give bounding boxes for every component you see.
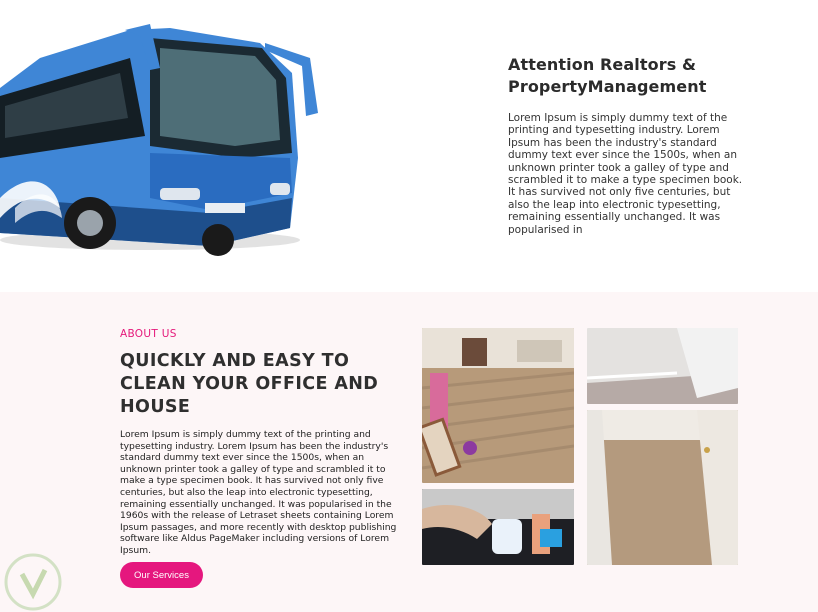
realtors-title: Attention Realtors & PropertyManagement (508, 55, 707, 96)
about-eyebrow: ABOUT US (120, 328, 177, 340)
watermark-logo (2, 552, 64, 612)
realtors-block (508, 54, 748, 236)
about-title: QUICKLY AND EASY TO CLEAN YOUR OFFICE AND HOUSE (120, 351, 379, 417)
carpet-corner-photo (587, 328, 738, 404)
carpet-hallway-photo (587, 410, 738, 565)
carpet-room-photo (422, 328, 574, 483)
realtors-text: Lorem Ipsum is simply dummy text of the printing and typesetting industry. Lorem Ipsum has been the industry's standard dummy text ever since the 1500s, when an unknown printer took a galley of type and scrambled it to make a type specimen book. It has survived not only five centuries, but also the leap into electronic typesetting, remaining essentially unchanged. It was popularised in (508, 112, 743, 236)
cleaning-spray-photo (422, 489, 574, 565)
about-text: Lorem Ipsum is simply dummy text of the printing and typesetting industry. Lorem Ipsum has been the industry's standard dummy text ever since the 1500s, when an unknown printer took a galley of type and scrambled it to make a type specimen book. It has survived not only five centuries, but also the leap into electronic typesetting, remaining essentially unchanged. It was popularised in the 1960s with the release of Letraset sheets containing Lorem Ipsum passages, and more recently with desktop publishing software like Aldus PageMaker including versions of Lorem Ipsum. (120, 429, 397, 556)
our-services-button[interactable]: Our Services (120, 562, 203, 588)
about-section (0, 292, 818, 612)
hero-section (0, 0, 818, 292)
bus-image (0, 18, 330, 258)
about-content (120, 328, 400, 557)
